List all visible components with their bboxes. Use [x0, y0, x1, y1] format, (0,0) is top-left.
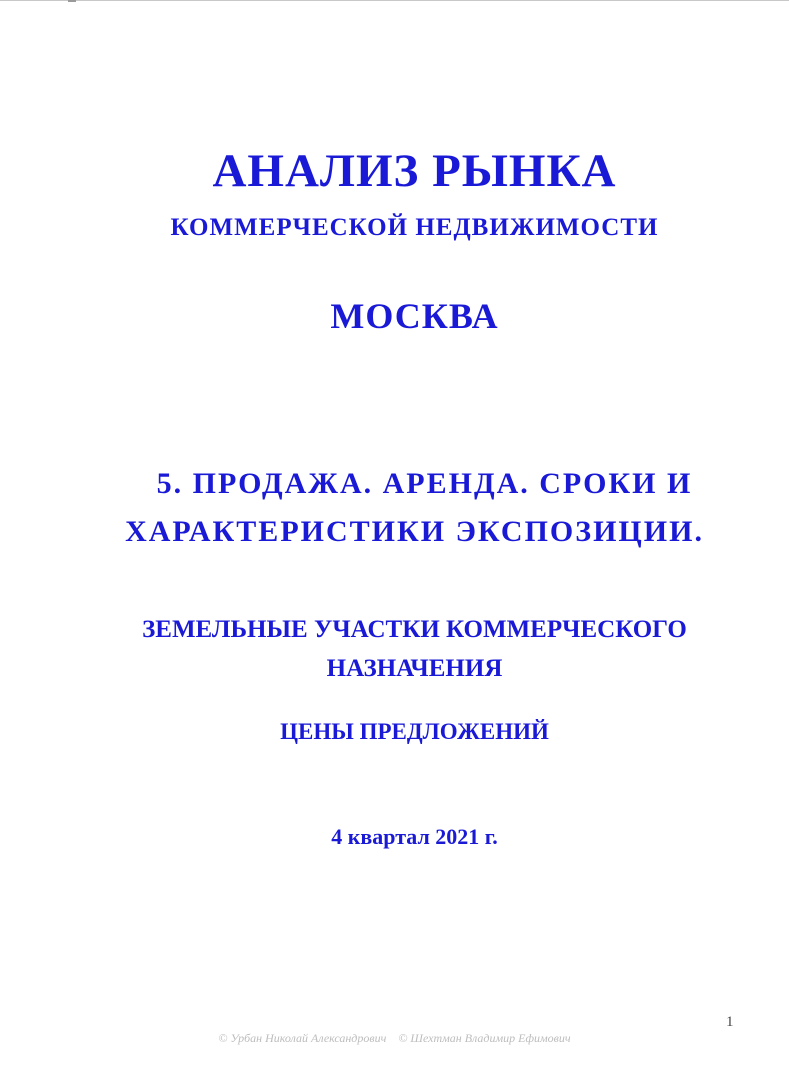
topic-heading-line-2: НАЗНАЧЕНИЯ: [326, 655, 503, 682]
document-subtitle: КОММЕРЧЕСКОЙ НЕДВИЖИМОСТИ: [170, 214, 659, 241]
footer-copyright: [0, 1030, 789, 1046]
copyright-author-1: © Урбан Николай Александрович: [218, 1031, 387, 1045]
report-period: 4 квартал 2021 г.: [331, 824, 498, 849]
copyright-author-2: © Шехтман Владимир Ефимович: [398, 1031, 571, 1045]
section-heading-line-2: ХАРАКТЕРИСТИКИ ЭКСПОЗИЦИИ.: [125, 515, 704, 548]
page-number: 1: [726, 1014, 734, 1030]
document-title: АНАЛИЗ РЫНКА: [212, 145, 617, 197]
top-edge-mark: [68, 0, 76, 2]
prices-heading: ЦЕНЫ ПРЕДЛОЖЕНИЙ: [280, 719, 549, 744]
city-heading: МОСКВА: [330, 296, 499, 336]
topic-heading-line-1: ЗЕМЕЛЬНЫЕ УЧАСТКИ КОММЕРЧЕСКОГО: [142, 616, 687, 643]
top-border: [0, 0, 789, 1]
section-heading-line-1: 5. ПРОДАЖА. АРЕНДА. СРОКИ И: [156, 467, 693, 500]
